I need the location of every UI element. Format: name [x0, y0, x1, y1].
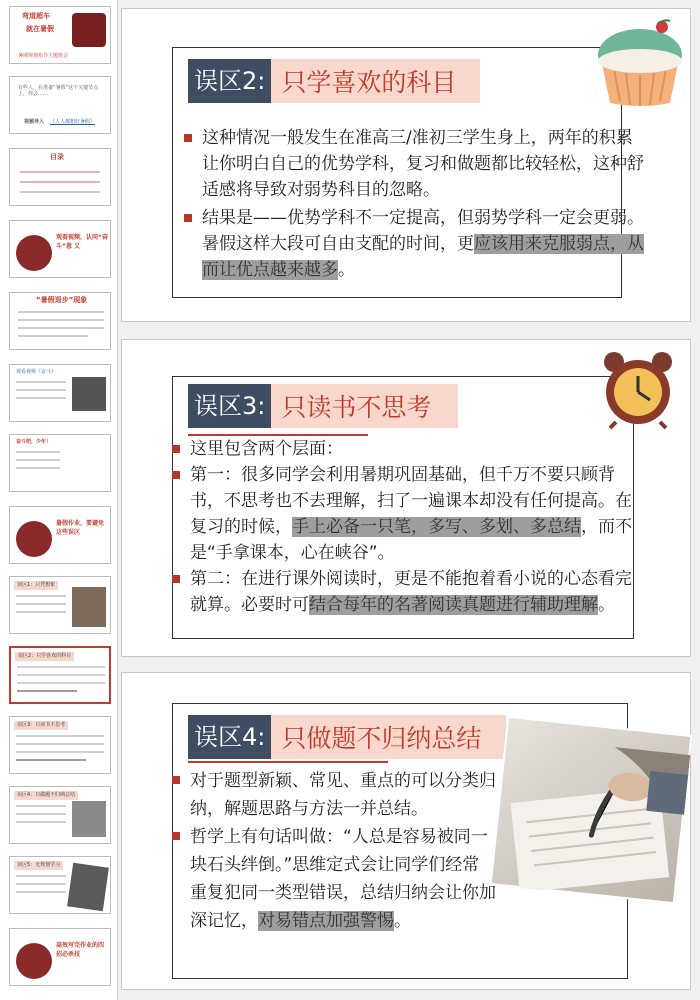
highlighted-text: 应该用来克服弱点，从而让优点越来越多: [202, 234, 644, 280]
slide-title: 只做题不归纳总结: [281, 724, 482, 753]
thumb-caption: 暑期规划指导主题班会: [18, 53, 69, 59]
title-banner: [188, 715, 506, 759]
slide-thumb-7[interactable]: [9, 434, 111, 492]
thumb-title: 观看视频《奋斗》: [16, 369, 57, 375]
thumb-title: 误区2：只学喜欢的科目: [15, 652, 74, 661]
mistake-label: 误区3:: [188, 384, 271, 428]
slide-thumb-8[interactable]: [9, 506, 111, 564]
thumb-link-label: 视频导入: [24, 119, 45, 125]
slide-title: 只学喜欢的科目: [281, 68, 457, 97]
writing-image: [72, 801, 106, 837]
illustration-image: [72, 377, 106, 411]
calligraphy-image: [70, 445, 106, 485]
thumb-title: 误区4：只做题不归纳总结: [14, 791, 78, 800]
bullet-item: 这里包含两个层面：: [170, 436, 648, 462]
slide-canvas-area: [121, 0, 700, 1000]
writing-photo: [490, 716, 693, 905]
highlighted-text: 对易错点加强警惕: [258, 911, 394, 931]
notebook-image: [67, 863, 109, 912]
slide-thumb-12[interactable]: [9, 786, 111, 844]
mistake-label: 误区4:: [188, 715, 271, 759]
thumb-link[interactable]: 《人人都想好暑假》: [50, 119, 96, 125]
thumb-title: 高效写完作业的四招必杀技: [56, 942, 105, 958]
slide-thumb-3[interactable]: [9, 148, 111, 206]
slide-thumb-6[interactable]: [9, 364, 111, 422]
title-banner: [188, 384, 458, 428]
thumb-title: 暑假作业，要避免这些误区: [56, 520, 105, 536]
slide-thumb-4[interactable]: [9, 220, 111, 278]
cupcake-icon: [592, 11, 688, 109]
car-image: [16, 943, 52, 979]
thumb-title: 误区3：只读书不思考: [14, 721, 68, 730]
highlighted-text: 结合每年的名著阅读真题进行辅助理解: [309, 595, 598, 615]
thumb-title: 观看视频，认同“奋 斗”意 义: [56, 234, 108, 250]
slide-thumb-11[interactable]: [9, 716, 111, 774]
slide-title: 只读书不思考: [281, 393, 432, 422]
thumb-text: 有些人，在准备“暑假”这个关键节点上，你会……: [18, 85, 99, 97]
alarm-clock-icon: [600, 348, 676, 430]
bullet-item: 结果是——优势学科不一定提高，但弱势学科一定会更弱。暑假这样大段可自由支配的时间，更应该用来克服弱点，从而让优点越来越多。: [182, 205, 646, 283]
bullet-item: 对于题型新颖、常见、重点的可以分类归纳，解题思路与方法一并总结。: [170, 767, 496, 823]
slide-thumb-14[interactable]: [9, 928, 111, 986]
bullet-list: [170, 767, 496, 935]
race-car-image: [72, 13, 106, 47]
car-image: [16, 235, 52, 271]
slide-thumb-2[interactable]: [9, 76, 111, 134]
bullet-list: [170, 436, 648, 618]
slide-thumb-10[interactable]: [9, 646, 111, 704]
slide-thumb-5[interactable]: [9, 292, 111, 350]
divider: [188, 761, 388, 763]
slide-mistake-4[interactable]: [121, 672, 691, 990]
thumb-title: 误区1：只凭想象: [14, 581, 58, 590]
thumb-title: 奋斗吧，少年！: [16, 439, 52, 445]
thumb-title: 弯道超车: [22, 12, 50, 20]
slide-mistake-3[interactable]: [121, 339, 691, 657]
bullet-list: [182, 125, 646, 283]
bullet-item: 第一：很多同学会利用暑期巩固基础，但千万不要只顾背书，不思考也不去理解，扫了一遍课本却没有任何提高。在复习的时候，手上必备一只笔，多写、多划、多总结，而不是“手拿课本，心在峡谷”。: [170, 462, 648, 566]
title-banner: [188, 59, 480, 103]
bullet-item: 这种情况一般发生在准高三/准初三学生身上，两年的积累让你明白自己的优势学科，复习和做题都比较轻松，这种舒适感将导致对弱势科目的忽略。: [182, 125, 646, 203]
slide-thumb-1[interactable]: [9, 6, 111, 64]
illustration-image: [72, 587, 106, 627]
slide-thumb-13[interactable]: [9, 856, 111, 914]
bullet-item: 第二：在进行课外阅读时，更是不能抱着看小说的心态看完就算。必要时可结合每年的名著阅读真题进行辅助理解。: [170, 566, 648, 618]
thumb-subtitle: 就在暑假: [26, 25, 54, 33]
thumb-title: 目录: [50, 153, 64, 161]
mistake-label: 误区2:: [188, 59, 271, 103]
thumb-title: “暑假退步”现象: [36, 296, 88, 304]
thumb-title: 误区5：无规划学习: [14, 861, 63, 870]
slide-mistake-2[interactable]: [121, 8, 691, 322]
slide-thumb-9[interactable]: [9, 576, 111, 634]
car-image: [16, 521, 52, 557]
slide-thumbnail-panel[interactable]: [0, 0, 118, 1000]
highlighted-text: 手上必备一只笔，多写、多划、多总结: [292, 517, 581, 537]
bullet-item: 哲学上有句话叫做：“人总是容易被同一块石头绊倒。”思维定式会让同学们经常重复犯同一类型错误，总结归纳会让你加深记忆，对易错点加强警惕。: [170, 823, 496, 935]
